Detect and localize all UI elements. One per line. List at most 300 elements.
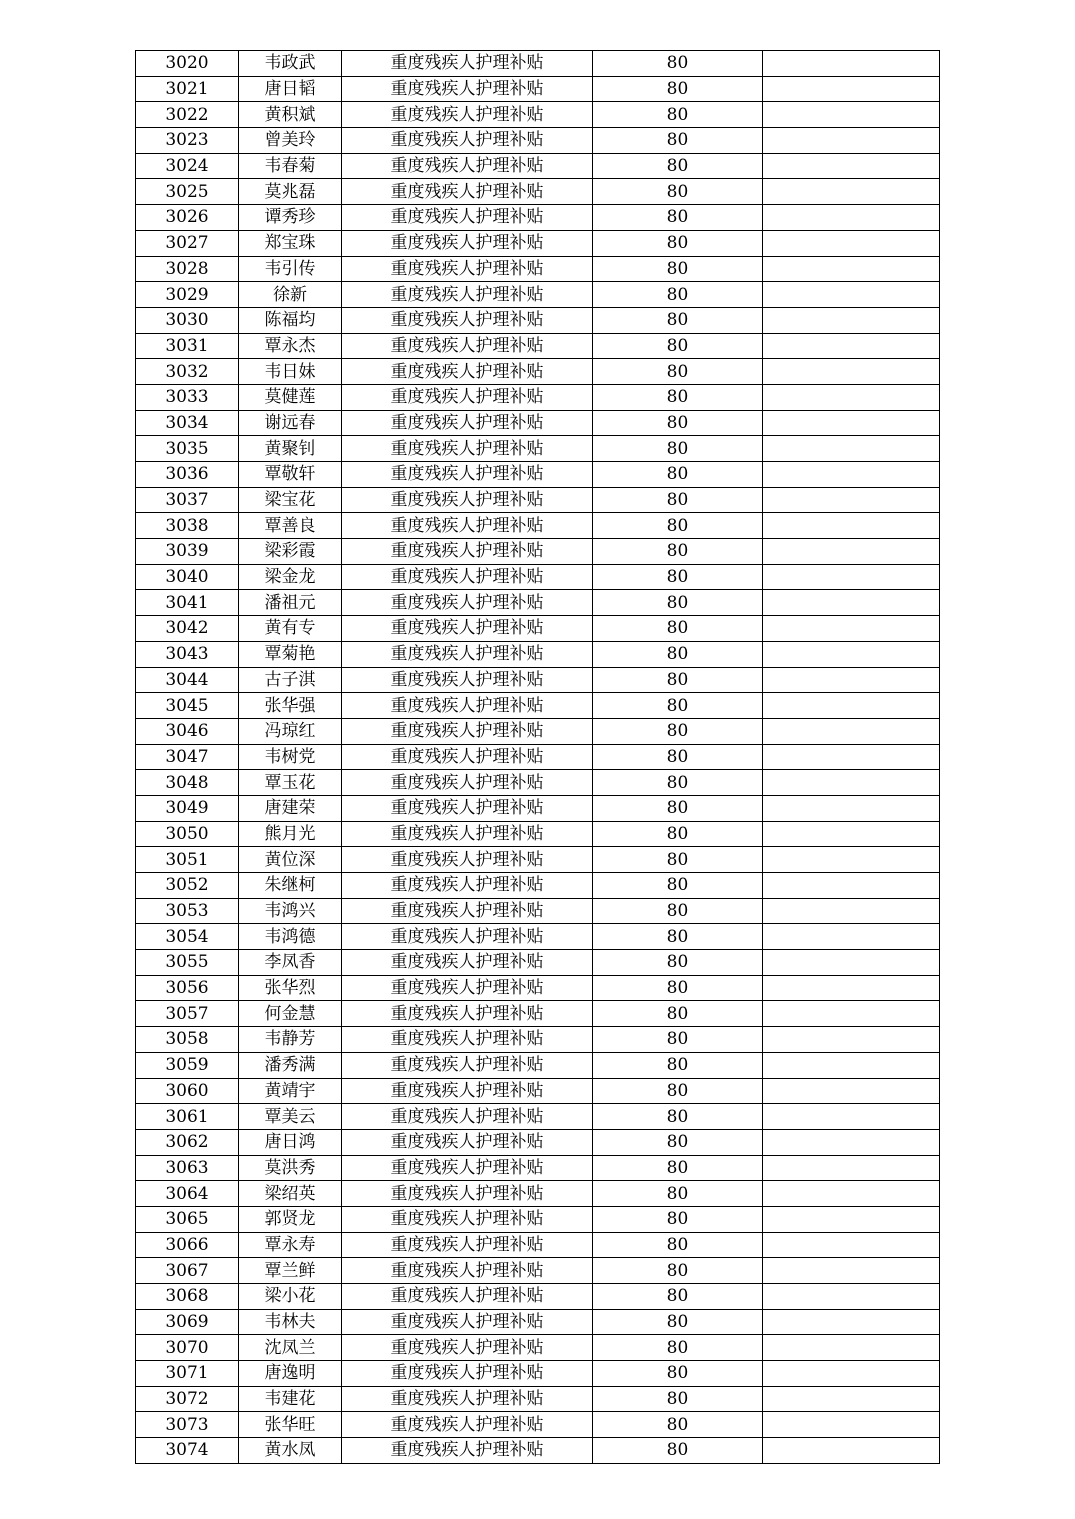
- table-row: [136, 667, 940, 693]
- amount-cell: 80: [593, 1052, 763, 1078]
- row-number-cell: 3058: [136, 1027, 239, 1053]
- table-row: [136, 1284, 940, 1310]
- row-number-cell: 3069: [136, 1309, 239, 1335]
- subsidy-type-cell: 重度残疾人护理补贴: [342, 359, 593, 385]
- table-row: [136, 873, 940, 899]
- row-number-cell: 3022: [136, 102, 239, 128]
- table-row: [136, 462, 940, 488]
- note-cell: [763, 513, 940, 539]
- row-number-cell: 3023: [136, 128, 239, 154]
- subsidy-type-cell: 重度残疾人护理补贴: [342, 230, 593, 256]
- row-number-cell: 3047: [136, 744, 239, 770]
- name-cell: 覃善良: [239, 513, 342, 539]
- note-cell: [763, 1155, 940, 1181]
- row-number-cell: 3051: [136, 847, 239, 873]
- table-row: [136, 307, 940, 333]
- amount-cell: 80: [593, 667, 763, 693]
- subsidy-type-cell: 重度残疾人护理补贴: [342, 256, 593, 282]
- row-number-cell: 3062: [136, 1129, 239, 1155]
- row-number-cell: 3064: [136, 1181, 239, 1207]
- row-number-cell: 3055: [136, 950, 239, 976]
- table-row: [136, 51, 940, 77]
- amount-cell: 80: [593, 898, 763, 924]
- name-cell: 朱继柯: [239, 873, 342, 899]
- note-cell: [763, 1052, 940, 1078]
- subsidy-type-cell: 重度残疾人护理补贴: [342, 1181, 593, 1207]
- table-row: [136, 1258, 940, 1284]
- note-cell: [763, 230, 940, 256]
- name-cell: 梁金龙: [239, 564, 342, 590]
- amount-cell: 80: [593, 1258, 763, 1284]
- subsidy-type-cell: 重度残疾人护理补贴: [342, 384, 593, 410]
- subsidy-type-cell: 重度残疾人护理补贴: [342, 770, 593, 796]
- note-cell: [763, 256, 940, 282]
- note-cell: [763, 795, 940, 821]
- subsidy-type-cell: 重度残疾人护理补贴: [342, 924, 593, 950]
- note-cell: [763, 1001, 940, 1027]
- row-number-cell: 3037: [136, 487, 239, 513]
- row-number-cell: 3020: [136, 51, 239, 77]
- note-cell: [763, 821, 940, 847]
- subsidy-type-cell: 重度残疾人护理补贴: [342, 1155, 593, 1181]
- amount-cell: 80: [593, 230, 763, 256]
- note-cell: [763, 282, 940, 308]
- name-cell: 唐日韬: [239, 76, 342, 102]
- amount-cell: 80: [593, 590, 763, 616]
- note-cell: [763, 410, 940, 436]
- row-number-cell: 3056: [136, 975, 239, 1001]
- name-cell: 唐日鸿: [239, 1129, 342, 1155]
- name-cell: 潘祖元: [239, 590, 342, 616]
- table-row: [136, 256, 940, 282]
- subsidy-type-cell: 重度残疾人护理补贴: [342, 76, 593, 102]
- name-cell: 潘秀满: [239, 1052, 342, 1078]
- table-row: [136, 205, 940, 231]
- subsidy-type-cell: 重度残疾人护理补贴: [342, 333, 593, 359]
- row-number-cell: 3021: [136, 76, 239, 102]
- subsidy-type-cell: 重度残疾人护理补贴: [342, 153, 593, 179]
- table-row: [136, 821, 940, 847]
- table-row: [136, 1438, 940, 1464]
- subsidy-type-cell: 重度残疾人护理补贴: [342, 1206, 593, 1232]
- amount-cell: 80: [593, 744, 763, 770]
- name-cell: 黄位深: [239, 847, 342, 873]
- note-cell: [763, 51, 940, 77]
- note-cell: [763, 1027, 940, 1053]
- row-number-cell: 3074: [136, 1438, 239, 1464]
- table-row: [136, 1206, 940, 1232]
- name-cell: 黄水凤: [239, 1438, 342, 1464]
- note-cell: [763, 693, 940, 719]
- amount-cell: 80: [593, 924, 763, 950]
- table-row: [136, 1232, 940, 1258]
- row-number-cell: 3031: [136, 333, 239, 359]
- table-row: [136, 1386, 940, 1412]
- name-cell: 黄靖宇: [239, 1078, 342, 1104]
- note-cell: [763, 539, 940, 565]
- note-cell: [763, 1104, 940, 1130]
- row-number-cell: 3043: [136, 641, 239, 667]
- name-cell: 韦政武: [239, 51, 342, 77]
- row-number-cell: 3050: [136, 821, 239, 847]
- table-row: [136, 1027, 940, 1053]
- row-number-cell: 3054: [136, 924, 239, 950]
- table-row: [136, 1155, 940, 1181]
- name-cell: 黄积斌: [239, 102, 342, 128]
- amount-cell: 80: [593, 1078, 763, 1104]
- name-cell: 陈福均: [239, 307, 342, 333]
- note-cell: [763, 333, 940, 359]
- subsidy-type-cell: 重度残疾人护理补贴: [342, 950, 593, 976]
- amount-cell: 80: [593, 693, 763, 719]
- subsidy-type-cell: 重度残疾人护理补贴: [342, 1412, 593, 1438]
- note-cell: [763, 744, 940, 770]
- note-cell: [763, 667, 940, 693]
- table-row: [136, 359, 940, 385]
- name-cell: 韦树党: [239, 744, 342, 770]
- name-cell: 梁小花: [239, 1284, 342, 1310]
- table-row: [136, 282, 940, 308]
- subsidy-type-cell: 重度残疾人护理补贴: [342, 128, 593, 154]
- row-number-cell: 3068: [136, 1284, 239, 1310]
- note-cell: [763, 1386, 940, 1412]
- name-cell: 梁宝花: [239, 487, 342, 513]
- amount-cell: 80: [593, 205, 763, 231]
- note-cell: [763, 1232, 940, 1258]
- name-cell: 莫健莲: [239, 384, 342, 410]
- name-cell: 李凤香: [239, 950, 342, 976]
- table-row: [136, 410, 940, 436]
- row-number-cell: 3024: [136, 153, 239, 179]
- amount-cell: 80: [593, 1284, 763, 1310]
- name-cell: 何金慧: [239, 1001, 342, 1027]
- table-row: [136, 898, 940, 924]
- amount-cell: 80: [593, 256, 763, 282]
- name-cell: 郭贤龙: [239, 1206, 342, 1232]
- note-cell: [763, 1181, 940, 1207]
- amount-cell: 80: [593, 1438, 763, 1464]
- note-cell: [763, 384, 940, 410]
- table-row: [136, 564, 940, 590]
- name-cell: 韦鸿兴: [239, 898, 342, 924]
- name-cell: 覃永寿: [239, 1232, 342, 1258]
- amount-cell: 80: [593, 76, 763, 102]
- amount-cell: 80: [593, 179, 763, 205]
- table-row: [136, 539, 940, 565]
- row-number-cell: 3030: [136, 307, 239, 333]
- note-cell: [763, 487, 940, 513]
- row-number-cell: 3042: [136, 616, 239, 642]
- name-cell: 郑宝珠: [239, 230, 342, 256]
- subsidy-type-cell: 重度残疾人护理补贴: [342, 898, 593, 924]
- row-number-cell: 3046: [136, 718, 239, 744]
- note-cell: [763, 179, 940, 205]
- row-number-cell: 3065: [136, 1206, 239, 1232]
- name-cell: 莫兆磊: [239, 179, 342, 205]
- amount-cell: 80: [593, 975, 763, 1001]
- amount-cell: 80: [593, 1181, 763, 1207]
- name-cell: 张华旺: [239, 1412, 342, 1438]
- note-cell: [763, 718, 940, 744]
- subsidy-type-cell: 重度残疾人护理补贴: [342, 847, 593, 873]
- amount-cell: 80: [593, 1361, 763, 1387]
- subsidy-type-cell: 重度残疾人护理补贴: [342, 975, 593, 1001]
- table-row: [136, 641, 940, 667]
- table-row: [136, 230, 940, 256]
- row-number-cell: 3072: [136, 1386, 239, 1412]
- name-cell: 沈凤兰: [239, 1335, 342, 1361]
- table-row: [136, 770, 940, 796]
- note-cell: [763, 102, 940, 128]
- name-cell: 冯琼红: [239, 718, 342, 744]
- subsidy-type-cell: 重度残疾人护理补贴: [342, 1284, 593, 1310]
- amount-cell: 80: [593, 539, 763, 565]
- subsidy-type-cell: 重度残疾人护理补贴: [342, 462, 593, 488]
- name-cell: 韦静芳: [239, 1027, 342, 1053]
- row-number-cell: 3067: [136, 1258, 239, 1284]
- note-cell: [763, 128, 940, 154]
- amount-cell: 80: [593, 821, 763, 847]
- table-row: [136, 436, 940, 462]
- subsidy-type-cell: 重度残疾人护理补贴: [342, 1361, 593, 1387]
- name-cell: 唐逸明: [239, 1361, 342, 1387]
- subsidy-type-cell: 重度残疾人护理补贴: [342, 1078, 593, 1104]
- amount-cell: 80: [593, 564, 763, 590]
- row-number-cell: 3061: [136, 1104, 239, 1130]
- name-cell: 韦日妹: [239, 359, 342, 385]
- table-row: [136, 847, 940, 873]
- row-number-cell: 3039: [136, 539, 239, 565]
- amount-cell: 80: [593, 487, 763, 513]
- table-row: [136, 153, 940, 179]
- amount-cell: 80: [593, 102, 763, 128]
- amount-cell: 80: [593, 1129, 763, 1155]
- row-number-cell: 3045: [136, 693, 239, 719]
- amount-cell: 80: [593, 1412, 763, 1438]
- subsidy-type-cell: 重度残疾人护理补贴: [342, 1027, 593, 1053]
- note-cell: [763, 436, 940, 462]
- table-row: [136, 1001, 940, 1027]
- name-cell: 覃兰鲜: [239, 1258, 342, 1284]
- subsidy-type-cell: 重度残疾人护理补贴: [342, 873, 593, 899]
- note-cell: [763, 76, 940, 102]
- subsidy-type-cell: 重度残疾人护理补贴: [342, 693, 593, 719]
- subsidy-type-cell: 重度残疾人护理补贴: [342, 282, 593, 308]
- name-cell: 徐新: [239, 282, 342, 308]
- name-cell: 韦鸿德: [239, 924, 342, 950]
- amount-cell: 80: [593, 950, 763, 976]
- note-cell: [763, 590, 940, 616]
- subsidy-type-cell: 重度残疾人护理补贴: [342, 718, 593, 744]
- row-number-cell: 3032: [136, 359, 239, 385]
- name-cell: 黄有专: [239, 616, 342, 642]
- name-cell: 黄聚钊: [239, 436, 342, 462]
- row-number-cell: 3038: [136, 513, 239, 539]
- subsidy-type-cell: 重度残疾人护理补贴: [342, 410, 593, 436]
- name-cell: 谭秀珍: [239, 205, 342, 231]
- note-cell: [763, 770, 940, 796]
- table-row: [136, 795, 940, 821]
- subsidy-type-cell: 重度残疾人护理补贴: [342, 564, 593, 590]
- row-number-cell: 3071: [136, 1361, 239, 1387]
- name-cell: 韦春菊: [239, 153, 342, 179]
- amount-cell: 80: [593, 307, 763, 333]
- subsidy-type-cell: 重度残疾人护理补贴: [342, 1335, 593, 1361]
- subsidy-type-cell: 重度残疾人护理补贴: [342, 821, 593, 847]
- name-cell: 韦建花: [239, 1386, 342, 1412]
- table-body: [136, 51, 940, 1464]
- row-number-cell: 3034: [136, 410, 239, 436]
- subsidy-type-cell: 重度残疾人护理补贴: [342, 744, 593, 770]
- note-cell: [763, 205, 940, 231]
- row-number-cell: 3052: [136, 873, 239, 899]
- amount-cell: 80: [593, 51, 763, 77]
- note-cell: [763, 462, 940, 488]
- subsidy-table: [135, 50, 940, 1464]
- table-row: [136, 1078, 940, 1104]
- amount-cell: 80: [593, 1386, 763, 1412]
- subsidy-type-cell: 重度残疾人护理补贴: [342, 179, 593, 205]
- amount-cell: 80: [593, 718, 763, 744]
- note-cell: [763, 1206, 940, 1232]
- row-number-cell: 3035: [136, 436, 239, 462]
- table-row: [136, 384, 940, 410]
- subsidy-type-cell: 重度残疾人护理补贴: [342, 795, 593, 821]
- table-row: [136, 1104, 940, 1130]
- amount-cell: 80: [593, 436, 763, 462]
- row-number-cell: 3053: [136, 898, 239, 924]
- row-number-cell: 3029: [136, 282, 239, 308]
- subsidy-type-cell: 重度残疾人护理补贴: [342, 436, 593, 462]
- amount-cell: 80: [593, 847, 763, 873]
- amount-cell: 80: [593, 795, 763, 821]
- subsidy-type-cell: 重度残疾人护理补贴: [342, 1052, 593, 1078]
- amount-cell: 80: [593, 1335, 763, 1361]
- table-row: [136, 975, 940, 1001]
- subsidy-type-cell: 重度残疾人护理补贴: [342, 51, 593, 77]
- row-number-cell: 3036: [136, 462, 239, 488]
- note-cell: [763, 641, 940, 667]
- note-cell: [763, 950, 940, 976]
- subsidy-type-cell: 重度残疾人护理补贴: [342, 1001, 593, 1027]
- subsidy-type-cell: 重度残疾人护理补贴: [342, 1386, 593, 1412]
- subsidy-type-cell: 重度残疾人护理补贴: [342, 539, 593, 565]
- table-row: [136, 487, 940, 513]
- row-number-cell: 3028: [136, 256, 239, 282]
- name-cell: 熊月光: [239, 821, 342, 847]
- name-cell: 莫洪秀: [239, 1155, 342, 1181]
- subsidy-type-cell: 重度残疾人护理补贴: [342, 1129, 593, 1155]
- table-row: [136, 102, 940, 128]
- row-number-cell: 3044: [136, 667, 239, 693]
- table-row: [136, 1052, 940, 1078]
- name-cell: 覃菊艳: [239, 641, 342, 667]
- row-number-cell: 3026: [136, 205, 239, 231]
- row-number-cell: 3060: [136, 1078, 239, 1104]
- row-number-cell: 3033: [136, 384, 239, 410]
- row-number-cell: 3063: [136, 1155, 239, 1181]
- name-cell: 张华强: [239, 693, 342, 719]
- subsidy-type-cell: 重度残疾人护理补贴: [342, 513, 593, 539]
- subsidy-type-cell: 重度残疾人护理补贴: [342, 307, 593, 333]
- row-number-cell: 3041: [136, 590, 239, 616]
- note-cell: [763, 1361, 940, 1387]
- amount-cell: 80: [593, 384, 763, 410]
- table-row: [136, 179, 940, 205]
- table-row: [136, 1181, 940, 1207]
- note-cell: [763, 307, 940, 333]
- name-cell: 谢远春: [239, 410, 342, 436]
- row-number-cell: 3073: [136, 1412, 239, 1438]
- amount-cell: 80: [593, 770, 763, 796]
- subsidy-type-cell: 重度残疾人护理补贴: [342, 667, 593, 693]
- subsidy-type-cell: 重度残疾人护理补贴: [342, 1104, 593, 1130]
- subsidy-type-cell: 重度残疾人护理补贴: [342, 102, 593, 128]
- note-cell: [763, 1258, 940, 1284]
- table-row: [136, 1335, 940, 1361]
- row-number-cell: 3059: [136, 1052, 239, 1078]
- row-number-cell: 3025: [136, 179, 239, 205]
- note-cell: [763, 564, 940, 590]
- note-cell: [763, 898, 940, 924]
- amount-cell: 80: [593, 513, 763, 539]
- subsidy-type-cell: 重度残疾人护理补贴: [342, 616, 593, 642]
- row-number-cell: 3049: [136, 795, 239, 821]
- name-cell: 覃美云: [239, 1104, 342, 1130]
- subsidy-type-cell: 重度残疾人护理补贴: [342, 487, 593, 513]
- table-row: [136, 1309, 940, 1335]
- table-row: [136, 744, 940, 770]
- name-cell: 韦林夫: [239, 1309, 342, 1335]
- name-cell: 梁绍英: [239, 1181, 342, 1207]
- note-cell: [763, 1335, 940, 1361]
- table-row: [136, 1412, 940, 1438]
- subsidy-type-cell: 重度残疾人护理补贴: [342, 1232, 593, 1258]
- subsidy-type-cell: 重度残疾人护理补贴: [342, 205, 593, 231]
- row-number-cell: 3027: [136, 230, 239, 256]
- note-cell: [763, 873, 940, 899]
- amount-cell: 80: [593, 462, 763, 488]
- amount-cell: 80: [593, 1232, 763, 1258]
- row-number-cell: 3057: [136, 1001, 239, 1027]
- name-cell: 覃敬轩: [239, 462, 342, 488]
- subsidy-type-cell: 重度残疾人护理补贴: [342, 590, 593, 616]
- table-row: [136, 924, 940, 950]
- note-cell: [763, 1412, 940, 1438]
- table-row: [136, 128, 940, 154]
- table-row: [136, 590, 940, 616]
- table-row: [136, 616, 940, 642]
- row-number-cell: 3070: [136, 1335, 239, 1361]
- amount-cell: 80: [593, 1155, 763, 1181]
- amount-cell: 80: [593, 641, 763, 667]
- note-cell: [763, 1438, 940, 1464]
- amount-cell: 80: [593, 1001, 763, 1027]
- amount-cell: 80: [593, 128, 763, 154]
- note-cell: [763, 1078, 940, 1104]
- table-row: [136, 513, 940, 539]
- row-number-cell: 3040: [136, 564, 239, 590]
- note-cell: [763, 1284, 940, 1310]
- subsidy-type-cell: 重度残疾人护理补贴: [342, 1258, 593, 1284]
- name-cell: 覃永杰: [239, 333, 342, 359]
- name-cell: 唐建荣: [239, 795, 342, 821]
- note-cell: [763, 975, 940, 1001]
- note-cell: [763, 924, 940, 950]
- amount-cell: 80: [593, 1206, 763, 1232]
- amount-cell: 80: [593, 410, 763, 436]
- amount-cell: 80: [593, 873, 763, 899]
